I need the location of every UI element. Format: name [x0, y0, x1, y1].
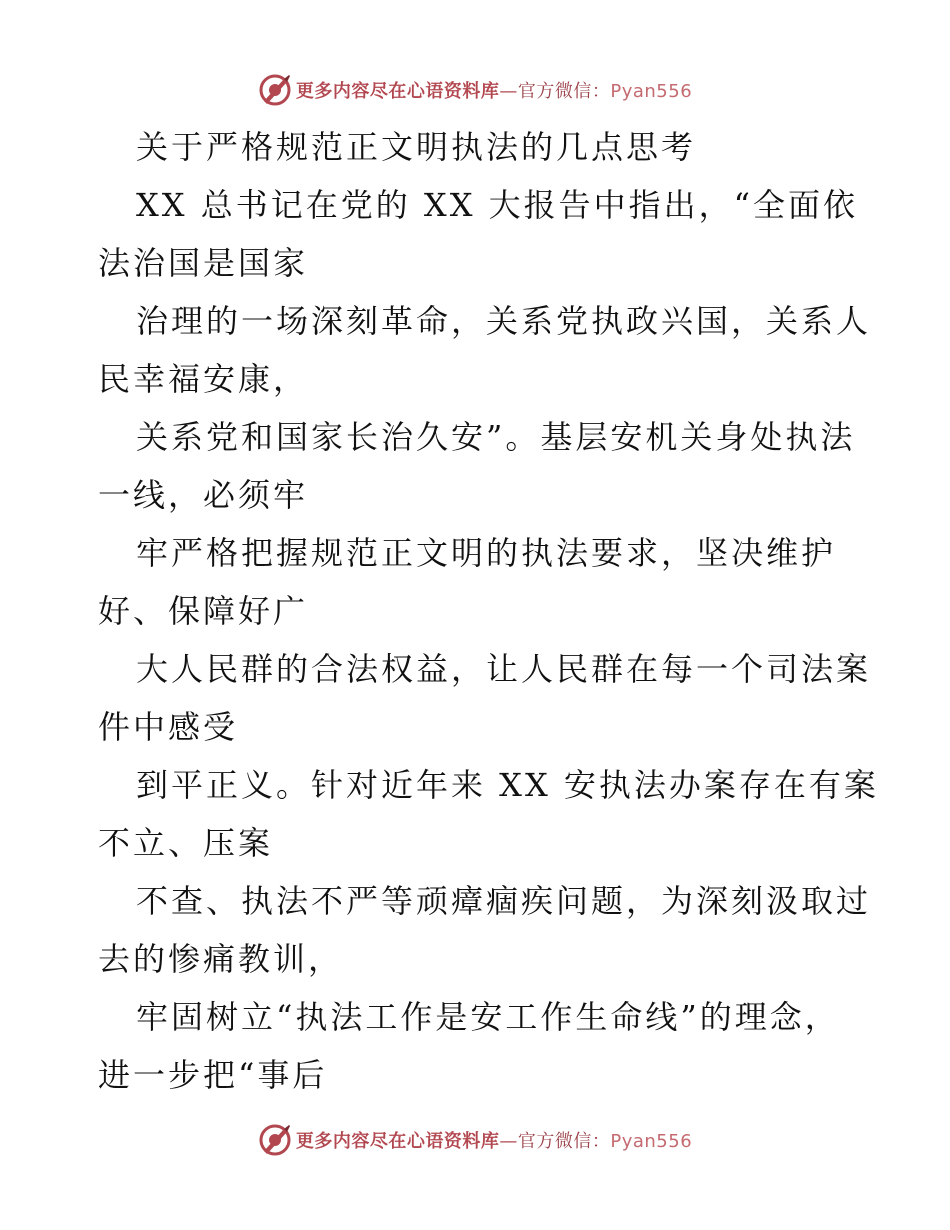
text-line: 关系党和国家长治久安”。基层安机关身处执法 [136, 418, 856, 456]
header-watermark [0, 70, 950, 110]
watermark-site-text: 更多内容尽在心语资料库 [295, 1131, 500, 1152]
watermark-wechat-label: 官方微信： [517, 1131, 611, 1152]
text-line: 法治国是国家 [98, 244, 309, 282]
watermark-dash: — [499, 1131, 518, 1152]
watermark-site-text: 更多内容尽在心语资料库 [295, 81, 500, 102]
text-line: 牢固树立“执法工作是安工作生命线”的理念， [136, 998, 840, 1036]
text-line: 件中感受 [98, 708, 239, 746]
pen-logo-icon [258, 73, 292, 107]
watermark-wechat-label: 官方微信： [517, 81, 611, 102]
text-line: 进一步把“事后 [98, 1056, 328, 1094]
watermark-wechat-id: Pyan556 [610, 1131, 693, 1152]
document-title: 关于严格规范正文明执法的几点思考 [136, 128, 697, 166]
pen-logo-icon [258, 1123, 292, 1157]
text-line: XX 总书记在党的 XX 大报告中指出，“全面依 [136, 186, 859, 224]
footer-watermark [0, 1120, 950, 1160]
watermark-dash: — [499, 81, 518, 102]
text-line: 好、保障好广 [98, 592, 309, 630]
text-line: 到平正义。针对近年来 XX 安执法办案存在有案 [136, 766, 879, 804]
document-body [98, 118, 879, 1104]
header-watermark-text [296, 77, 692, 103]
footer-watermark-text [296, 1127, 692, 1153]
text-line: 不查、执法不严等顽瘴痼疾问题，为深刻汲取过 [136, 882, 872, 920]
text-line: 治理的一场深刻革命，关系党执政兴国，关系人 [136, 302, 872, 340]
text-line: 民幸福安康， [98, 360, 309, 398]
text-line: 去的惨痛教训， [98, 940, 344, 978]
text-line: 大人民群的合法权益，让人民群在每一个司法案 [136, 650, 872, 688]
text-line: 牢严格把握规范正文明的执法要求，坚决维护 [136, 534, 837, 572]
text-line: 不立、压案 [98, 824, 274, 862]
text-line: 一线，必须牢 [98, 476, 309, 514]
watermark-wechat-id: Pyan556 [610, 81, 693, 102]
